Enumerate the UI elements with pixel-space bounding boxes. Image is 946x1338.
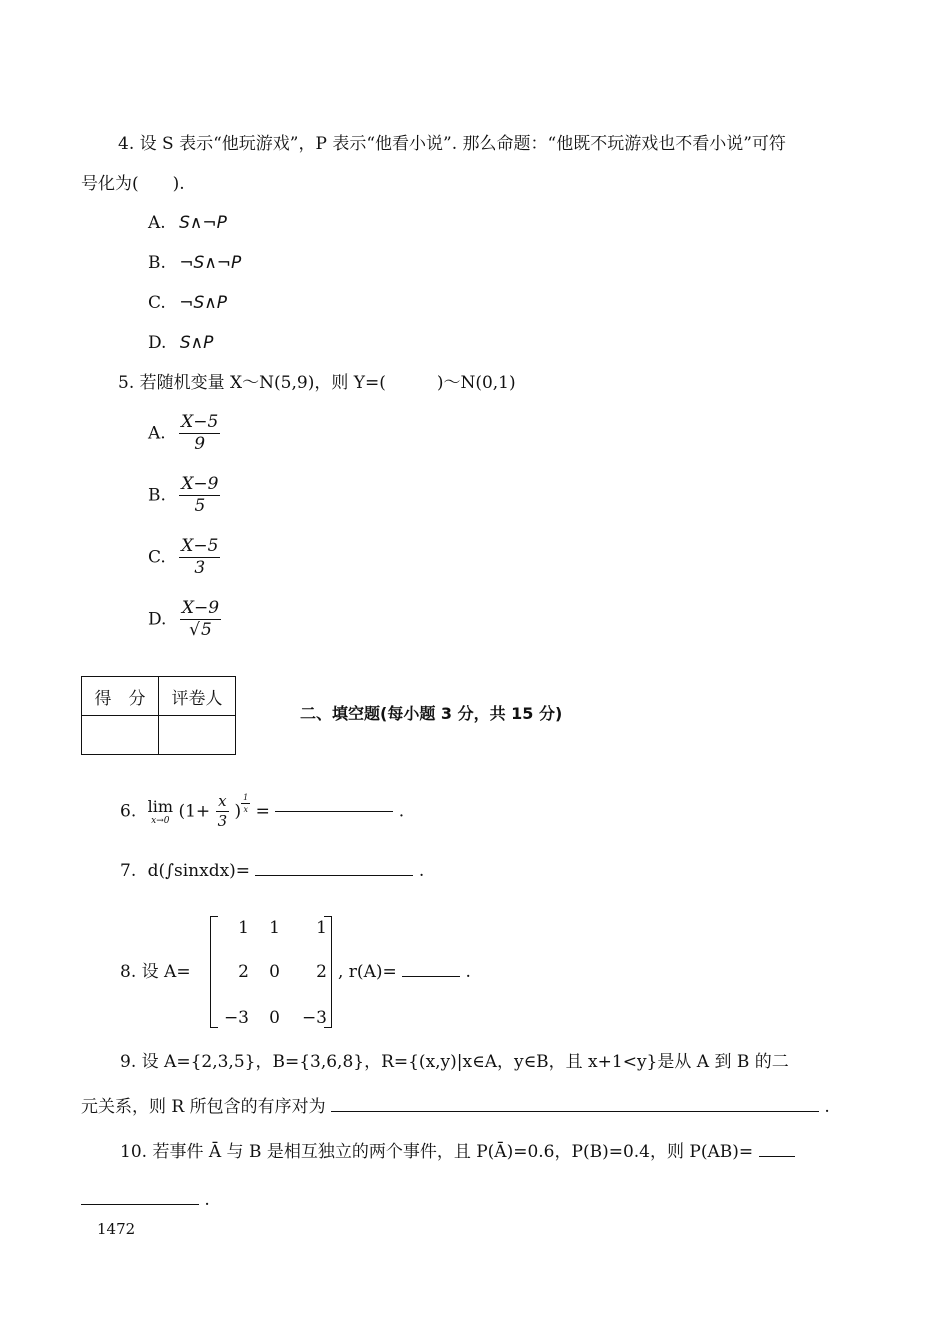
matrix-cell: −3 (223, 1008, 249, 1028)
q6-answer-blank[interactable] (275, 811, 393, 812)
matrix-cell: 0 (269, 1008, 280, 1028)
q9-line2: 元关系，则 R 所包含的有序对为 . (81, 1097, 830, 1117)
q9-line1: 9. 设 A={2,3,5}，B={3,6,8}，R={(x,y)|x∈A，y∈B，且 x+1<y}是从 A 到 B 的二 (120, 1052, 789, 1072)
q5-number: 5. (118, 373, 135, 393)
q4-option-a: A. S∧¬P (148, 213, 227, 233)
score-table (81, 676, 236, 755)
q5-option-b: B. $\frac{X-9}{5}$ (148, 474, 219, 516)
q10-answer-blank-start[interactable] (759, 1156, 795, 1157)
q10-line1: 10. 若事件 Ā 与 B 是相互独立的两个事件，且 P(Ā)=0.6，P(B)=0.4，则 P(AB)= (120, 1144, 795, 1161)
q4-line1 (118, 136, 786, 153)
matrix-cell: −3 (301, 1008, 327, 1028)
q9-answer-blank[interactable] (331, 1111, 819, 1112)
q5-text: 若随机变量 X～N(5,9)，则 Y=( )～N(0,1) (139, 373, 516, 393)
matrix-cell: 2 (316, 962, 327, 982)
q5-fraction-b: $\frac{X-9}{5}$ (181, 474, 219, 516)
q5-fraction-c: $\frac{X-5}{3}$ (181, 536, 219, 578)
grader-cell (159, 716, 236, 755)
q8-matrix (210, 916, 332, 1028)
q6-limit: lim x→0 (147, 796, 174, 826)
q5-fraction-d: $\frac{X-9}{√5}$ (181, 598, 220, 640)
q5-line (118, 375, 516, 392)
q6-line: 6. lim x→0 (1+ $\frac{x}{3}$ ) $\frac{1}{x}$ = . (120, 792, 405, 830)
q7-line: 7. d(∫sinxdx)= . (120, 861, 425, 881)
q8-prefix: 8. 设 A= (120, 962, 191, 982)
matrix-cell: 2 (238, 962, 249, 982)
sqrt-icon: √ (189, 619, 200, 640)
score-header: 得 分 (82, 677, 159, 716)
page-number: 1472 (97, 1220, 136, 1238)
q5-option-c: C. $\frac{X-5}{3}$ (148, 536, 219, 578)
section-2-title: 二、填空题(每小题 3 分，共 15 分) (300, 704, 563, 723)
q4-option-b: B. ¬S∧¬P (148, 253, 242, 273)
q4-text-line2: 号化为( ). (81, 174, 185, 194)
matrix-cell: 1 (269, 918, 280, 938)
q5-option-a: A. $\frac{X-5}{9}$ (148, 412, 219, 454)
q5-option-d: D. $\frac{X-9}{√5}$ (148, 598, 220, 640)
q7-answer-blank[interactable] (255, 875, 413, 876)
q8-suffix-line: , r(A)= . (338, 962, 471, 982)
matrix-cell: 1 (316, 918, 327, 938)
q10-line2: . (81, 1192, 210, 1209)
q8-answer-blank[interactable] (402, 976, 460, 977)
score-cell (82, 716, 159, 755)
q5-fraction-a: $\frac{X-5}{9}$ (181, 412, 219, 454)
q6-fraction: $\frac{x}{3}$ (217, 792, 228, 830)
matrix-cell: 0 (269, 962, 280, 982)
q10-answer-blank-end[interactable] (81, 1204, 199, 1205)
matrix-left-bracket (210, 916, 218, 1028)
matrix-cell: 1 (238, 918, 249, 938)
q4-text-line1: 设 S 表示“他玩游戏”，P 表示“他看小说”. 那么命题：“他既不玩游戏也不看小说”可符 (139, 134, 786, 154)
grader-header: 评卷人 (159, 677, 236, 716)
q4-option-c: C. ¬S∧P (148, 293, 227, 313)
q4-option-d: D. S∧P (148, 333, 214, 353)
q4-number: 4. (118, 134, 135, 154)
q6-exponent: $\frac{1}{x}$ (243, 793, 249, 815)
